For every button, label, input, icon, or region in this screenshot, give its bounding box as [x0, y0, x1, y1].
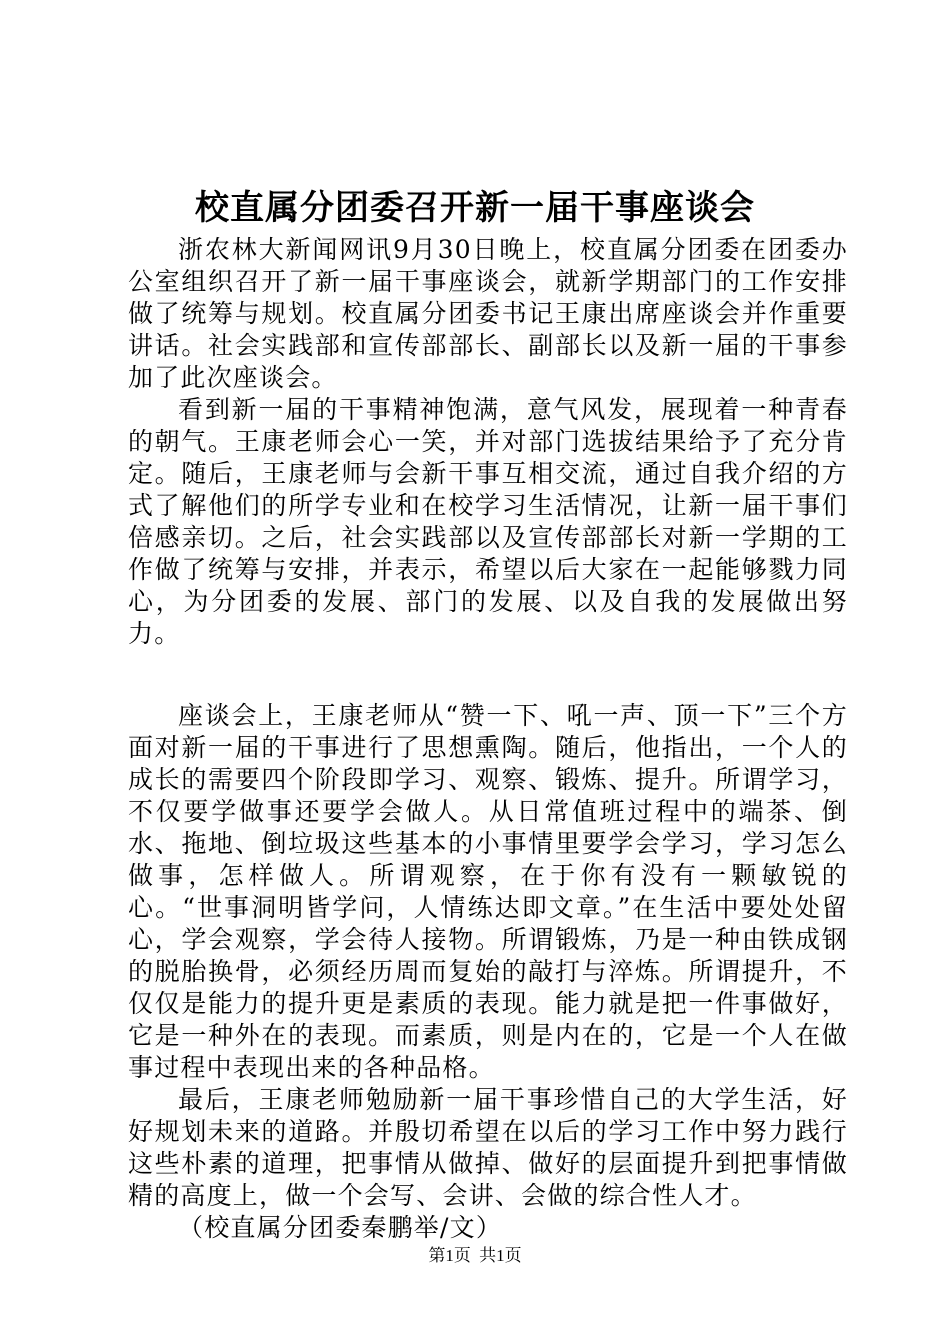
article-body: [128, 234, 848, 1244]
paragraph-conclusion: 最后，王康老师勉励新一届干事珍惜自己的大学生活，好好规划未来的道路。并殷切希望在以后的学习工作中努力践行这些朴素的道理，把事情从做掉、做好的层面提升到把事情做精的高度上，做一个会写、会讲、会做的综合性人才。: [128, 1085, 848, 1210]
paragraph-speech: 座谈会上，王康老师从“赞一下、吼一声、顶一下”三个方面对新一届的干事进行了思想熏陶。随后，他指出，一个人的成长的需要四个阶段即学习、观察、锻炼、提升。所谓学习，不仅要学做事还要学会做人。从日常值班过程中的端茶、倒水、拖地、倒垃圾这些基本的小事情里要学会学习，学习怎么做事，怎样做人。所谓观察，在于你有没有一颗敏锐的心。“世事洞明皆学问，人情练达即文章。”在生活中要处处留心，学会观察，学会待人接物。所谓锻炼，乃是一种由铁成钢的脱胎换骨，必须经历周而复始的敲打与淬炼。所谓提升，不仅仅是能力的提升更是素质的表现。能力就是把一件事做好，它是一种外在的表现。而素质，则是内在的，它是一个人在做事过程中表现出来的各种品格。: [128, 701, 848, 1082]
author-byline: （校直属分团委秦鹏举/文）: [178, 1213, 503, 1242]
page-number: 第1页: [428, 1246, 471, 1265]
page-total: 共1页: [479, 1246, 522, 1265]
page-footer: [0, 1244, 950, 1268]
paragraph-atmosphere: 看到新一届的干事精神饱满，意气风发，展现着一种青春的朝气。王康老师会心一笑，并对部门选拔结果给予了充分肯定。随后，王康老师与会新干事互相交流，通过自我介绍的方式了解他们的所学专业和在校学习生活情况，让新一届干事们倍感亲切。之后，社会实践部以及宣传部部长对新一学期的工作做了统筹与安排，并表示，希望以后大家在一起能够戮力同心，为分团委的发展、部门的发展、以及自我的发展做出努力。: [128, 395, 848, 648]
paragraph-intro: 浙农林大新闻网讯9月30日晚上，校直属分团委在团委办公室组织召开了新一届干事座谈会，就新学期部门的工作安排做了统筹与规划。校直属分团委书记王康出席座谈会并作重要讲话。社会实践部和宣传部部长、副部长以及新一届的干事参加了此次座谈会。: [128, 235, 848, 392]
document-title: 校直属分团委召开新一届干事座谈会: [195, 188, 755, 228]
